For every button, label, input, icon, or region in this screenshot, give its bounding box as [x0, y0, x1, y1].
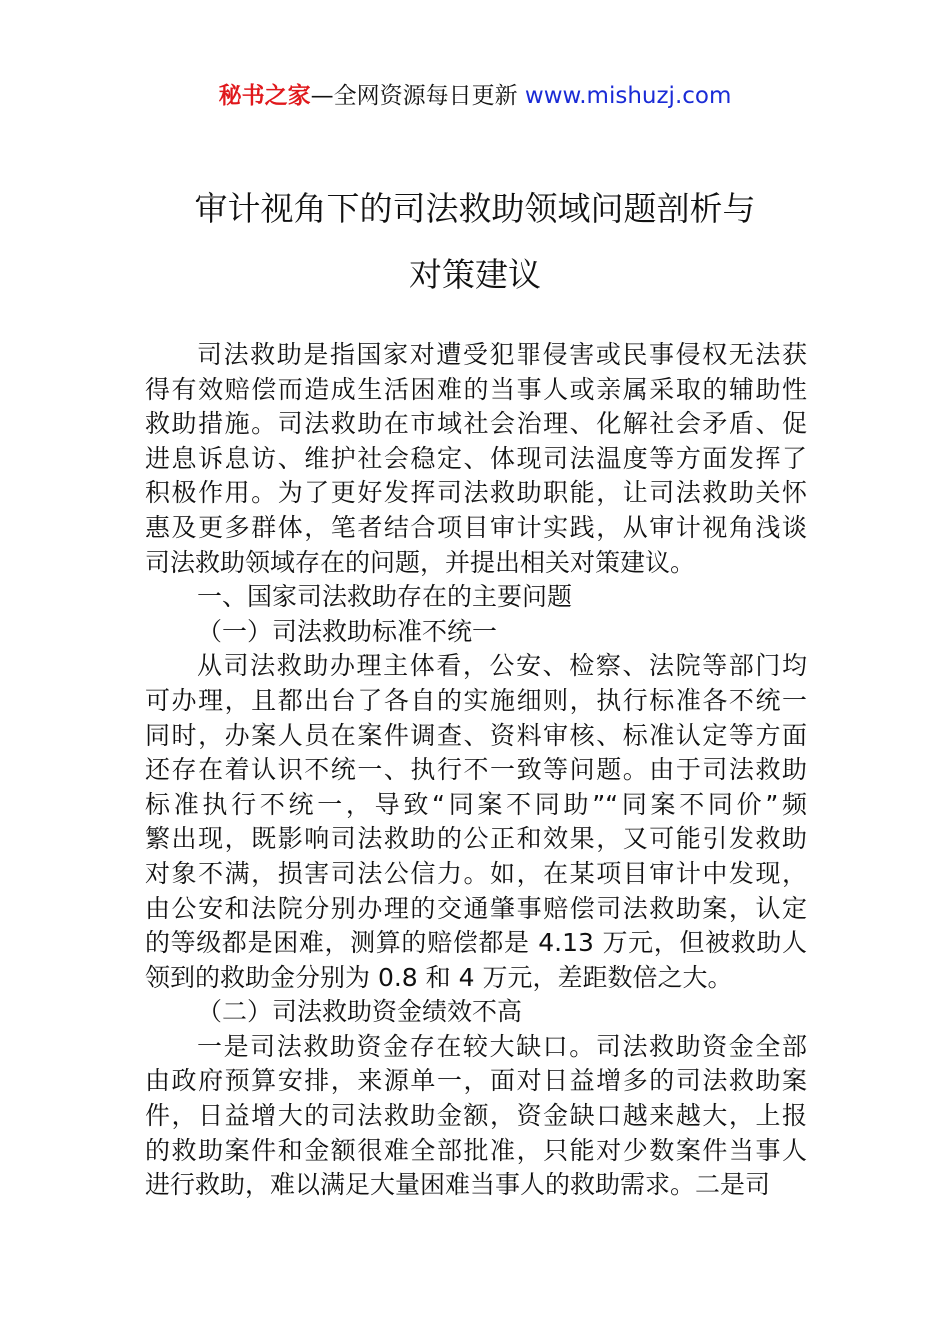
site-header	[0, 80, 950, 112]
document-title	[0, 176, 950, 308]
paragraph-line: 积极作用。为了更好发挥司法救助职能，让司法救助关怀	[145, 478, 807, 508]
paragraph-line: 司法救助领域存在的问题，并提出相关对策建议。	[145, 547, 696, 577]
paragraph-line: 标准执行不统一，导致“同案不同助”“同案不同价”频	[145, 789, 807, 819]
site-url[interactable]: www.mishuzj.com	[524, 83, 732, 109]
section-heading: 一、国家司法救助存在的主要问题	[197, 582, 573, 612]
paragraph-line: 由政府预算安排，来源单一，面对日益增多的司法救助案	[145, 1066, 807, 1096]
paragraph-line: 件，日益增大的司法救助金额，资金缺口越来越大，上报	[145, 1101, 807, 1131]
brand-name: 秘书之家	[218, 83, 311, 109]
paragraph-line: 繁出现，既影响司法救助的公正和效果，又可能引发救助	[145, 824, 807, 854]
paragraph-line: 进息诉息访、维护社会稳定、体现司法温度等方面发挥了	[145, 443, 807, 473]
title-line-1: 审计视角下的司法救助领域问题剖析与	[194, 189, 756, 228]
paragraph-line: 对象不满，损害司法公信力。如，在某项目审计中发现，	[145, 858, 807, 888]
paragraph-line: 从司法救助办理主体看，公安、检察、法院等部门均	[197, 651, 807, 681]
section-heading: （二）司法救助资金绩效不高	[197, 997, 523, 1027]
paragraph-line: 惠及更多群体，笔者结合项目审计实践，从审计视角浅谈	[145, 512, 807, 542]
header-tagline: —全网资源每日更新	[310, 83, 525, 109]
paragraph-line: 得有效赔偿而造成生活困难的当事人或亲属采取的辅助性	[145, 374, 807, 404]
paragraph-line: 救助措施。司法救助在市域社会治理、化解社会矛盾、促	[145, 409, 807, 439]
paragraph-line: 由公安和法院分别办理的交通肇事赔偿司法救助案，认定	[145, 893, 807, 923]
paragraph-line: 可办理，且都出台了各自的实施细则，执行标准各不统一	[145, 685, 807, 715]
document-body	[145, 338, 807, 1203]
paragraph-line: 还存在着认识不统一、执行不一致等问题。由于司法救助	[145, 755, 807, 785]
paragraph-line: 的等级都是困难，测算的赔偿都是 4.13 万元，但被救助人	[145, 928, 807, 958]
title-line-2: 对策建议	[409, 255, 541, 294]
paragraph-line: 司法救助是指国家对遭受犯罪侵害或民事侵权无法获	[197, 340, 807, 369]
paragraph-line: 的救助案件和金额很难全部批准，只能对少数案件当事人	[145, 1135, 807, 1165]
paragraph-line: 一是司法救助资金存在较大缺口。司法救助资金全部	[197, 1031, 807, 1061]
paragraph-line: 同时，办案人员在案件调查、资料审核、标准认定等方面	[145, 720, 807, 750]
paragraph-line: 进行救助，难以满足大量困难当事人的救助需求。二是司	[145, 1170, 771, 1200]
paragraph-line: 领到的救助金分别为 0.8 和 4 万元，差距数倍之大。	[145, 962, 733, 992]
section-heading: （一）司法救助标准不统一	[197, 616, 498, 646]
